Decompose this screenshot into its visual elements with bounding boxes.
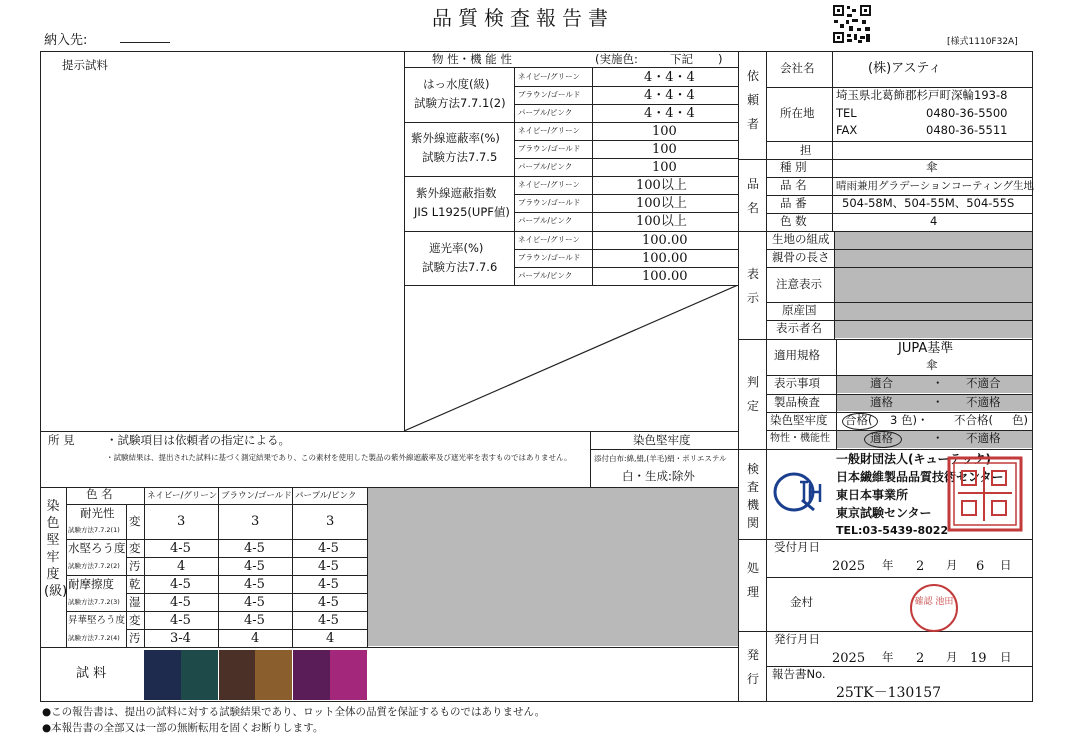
color-count-label: 色 数 [780, 214, 807, 228]
test-value: 100.00 [642, 251, 688, 266]
test-value: 100 [652, 160, 677, 175]
display-row: 生地の組成 [772, 232, 830, 246]
qtec-logo-icon [772, 470, 828, 514]
issue-label: 発行月日 [774, 632, 820, 646]
remarks-line: ・試験結果は、提出された試料に基づく測定結果であり、この素材を使用した製品の紫外線遮蔽率及び遮光率を表すものではありません。 [106, 453, 572, 462]
test-name: 紫外線遮蔽指数 [416, 186, 497, 200]
fastness-row-name: 昇華堅ろう度 [68, 615, 126, 626]
form-code: [様式1110F32A] [947, 37, 1018, 47]
test-value: 4・4・4 [644, 106, 695, 121]
fastness-value: 4-5 [170, 577, 191, 592]
judgment-row-label: 物性・機能性 [770, 433, 830, 444]
fastness-value: 4-5 [170, 613, 191, 628]
person-name: 金村 [790, 595, 813, 609]
standard-label: 適用規格 [774, 348, 820, 362]
remarks-line: ・試験項目は依頼者の指定による。 [106, 433, 290, 447]
fastness-value: 4 [326, 631, 335, 646]
test-value: 100 [652, 124, 677, 139]
fastness-value: 4-5 [244, 541, 265, 556]
report-no-value: 25TK－130157 [836, 685, 942, 701]
color-name-header: 色 名 [86, 487, 113, 501]
fastness-value: 4 [251, 631, 260, 646]
inspection-line: 一般財団法人(キューテック) [836, 452, 991, 466]
test-name: 紫外線遮蔽率(%) [411, 131, 500, 145]
display-grayed-area [835, 232, 1032, 338]
swatch-navy-green [144, 650, 218, 700]
product-name-label: 品 名 [780, 178, 807, 192]
fastness-value: 4-5 [318, 613, 339, 628]
display-row: 注意表示 [776, 277, 822, 291]
fastness-col-header: ネイビー/グリーン [147, 491, 218, 501]
display-row: 表示者名 [776, 321, 822, 335]
fastness-value: 4-5 [244, 577, 265, 592]
product-name-value: 晴雨兼用グラデーションコーティング生地 [836, 180, 1035, 192]
test-value: 100.00 [642, 233, 688, 248]
official-seal-stamp [946, 455, 1024, 533]
judgment-row-label: 染色堅牢度 [770, 413, 828, 427]
fastness-row-name: 水堅ろう度 [68, 541, 126, 555]
kind-value: 傘 [926, 160, 938, 174]
product-number-value: 504-58M、504-55M、504-55S [842, 196, 1015, 210]
report-no-label: 報告書No. [772, 667, 826, 681]
test-value: 4・4・4 [644, 88, 695, 103]
test-value: 4・4・4 [644, 70, 695, 85]
test-method: 試験方法7.7.5 [422, 150, 498, 164]
delivery-to-label: 納入先: [44, 33, 88, 48]
address-label: 所在地 [780, 106, 815, 120]
standard-value-2: 傘 [926, 358, 938, 372]
properties-header: 物 性・機 能 性 [432, 52, 512, 66]
processing-section-label: 処理 [746, 561, 759, 599]
judgment-section-label: 判定 [746, 375, 759, 413]
test-value: 100以上 [636, 178, 687, 193]
fastness-value: 4-5 [170, 595, 191, 610]
fax-label: FAX [836, 123, 858, 137]
remarks-label: 所 見 [48, 433, 75, 447]
issuance-section-label: 発行 [746, 648, 759, 686]
product-section-label: 品名 [746, 177, 759, 215]
fastness-value: 4 [177, 559, 186, 574]
test-value: 100 [652, 142, 677, 157]
company-value: (株)アスティ [868, 61, 942, 76]
fastness-title: 染色堅牢度 [633, 433, 691, 447]
fastness-value: 3-4 [170, 631, 191, 646]
product-number-label: 品 番 [780, 196, 807, 210]
fastness-attach: 添付白布:綿,絹,(羊毛)絹・ポリエステル [594, 454, 727, 463]
address-value: 埼玉県北葛飾郡杉戸町深輪193-8 [836, 88, 1008, 102]
fastness-value: 4-5 [244, 595, 265, 610]
inspection-line: 日本繊維製品品質技術センター [836, 470, 1004, 484]
test-name: 遮光率(%) [429, 241, 484, 255]
test-method: 試験方法7.7.1(2) [414, 96, 506, 110]
test-name: はっ水度(級) [423, 77, 490, 91]
tel-value: 0480-36-5500 [926, 106, 1008, 120]
fastness-row-name: 耐摩擦度 [68, 577, 114, 591]
fastness-value: 3 [251, 514, 260, 529]
swatch-purple-pink [293, 650, 367, 700]
display-row: 原産国 [782, 303, 817, 317]
sample-row-label: 試 料 [76, 666, 107, 681]
requester-section-label: 依頼者 [746, 69, 759, 131]
test-method: 試験方法7.7.6 [422, 260, 498, 274]
void-strike-line [404, 285, 738, 431]
fastness-value: 4-5 [244, 613, 265, 628]
fastness-value: 4-5 [170, 541, 191, 556]
inspection-line: 東京試験センター [836, 506, 932, 520]
footer-note: ●本報告書の全部又は一部の無断転用を固くお断りします。 [42, 722, 324, 734]
page-title: 品質検査報告書 [432, 6, 614, 30]
fastness-grayed-area [368, 488, 738, 646]
fastness-value: 4-5 [318, 541, 339, 556]
confirm-stamp-text: 確認 池田 [914, 597, 954, 607]
test-value: 100以上 [636, 196, 687, 211]
swatch-brown-gold [219, 650, 292, 700]
display-row: 親骨の長さ [772, 250, 830, 264]
fastness-row-name: 耐光性 [80, 506, 115, 520]
fastness-value: 4-5 [318, 595, 339, 610]
received-label: 受付月日 [774, 540, 820, 554]
fax-value: 0480-36-5511 [926, 123, 1008, 137]
inspection-line: 東日本事業所 [836, 488, 909, 502]
fastness-value: 3 [326, 514, 335, 529]
fastness-value: 4-5 [318, 559, 339, 574]
sample-label: 提示試料 [62, 58, 108, 72]
tel-label: TEL [836, 106, 857, 120]
color-count-value: 4 [930, 214, 938, 228]
fastness-value: 3 [177, 514, 186, 529]
judgment-row-label: 表示事項 [774, 376, 820, 390]
fastness-attach-2: 白・生成:除外 [622, 469, 695, 483]
fastness-side-label: 染色堅牢度(級) [44, 499, 68, 599]
company-label: 会社名 [780, 61, 815, 75]
inspection-line: TEL:03-5439-8022 [836, 524, 949, 537]
display-section-label: 表示 [746, 267, 759, 305]
test-value: 100以上 [636, 214, 687, 229]
test-method: JIS L1925(UPF値) [414, 205, 510, 219]
confirm-stamp-icon [910, 584, 958, 632]
kind-label: 種 別 [780, 160, 807, 174]
inspection-section-label: 検査機関 [746, 462, 759, 530]
fastness-col-header: パープル/ピンク [295, 491, 357, 501]
footer-note: ●この報告書は、提出の試料に対する試験結果であり、ロット全体の品質を保証するものではありません。 [42, 706, 546, 718]
qr-code-icon [832, 4, 872, 44]
fastness-value: 4-5 [318, 577, 339, 592]
fastness-value: 4-5 [244, 559, 265, 574]
test-value: 100.00 [642, 269, 688, 284]
fastness-col-header: ブラウン/ゴールド [221, 491, 292, 501]
standard-value: JUPA基準 [898, 341, 954, 356]
person-label: 担 [800, 143, 812, 157]
judgment-row-label: 製品検査 [774, 395, 820, 409]
implement-value: 下記 [670, 52, 693, 66]
